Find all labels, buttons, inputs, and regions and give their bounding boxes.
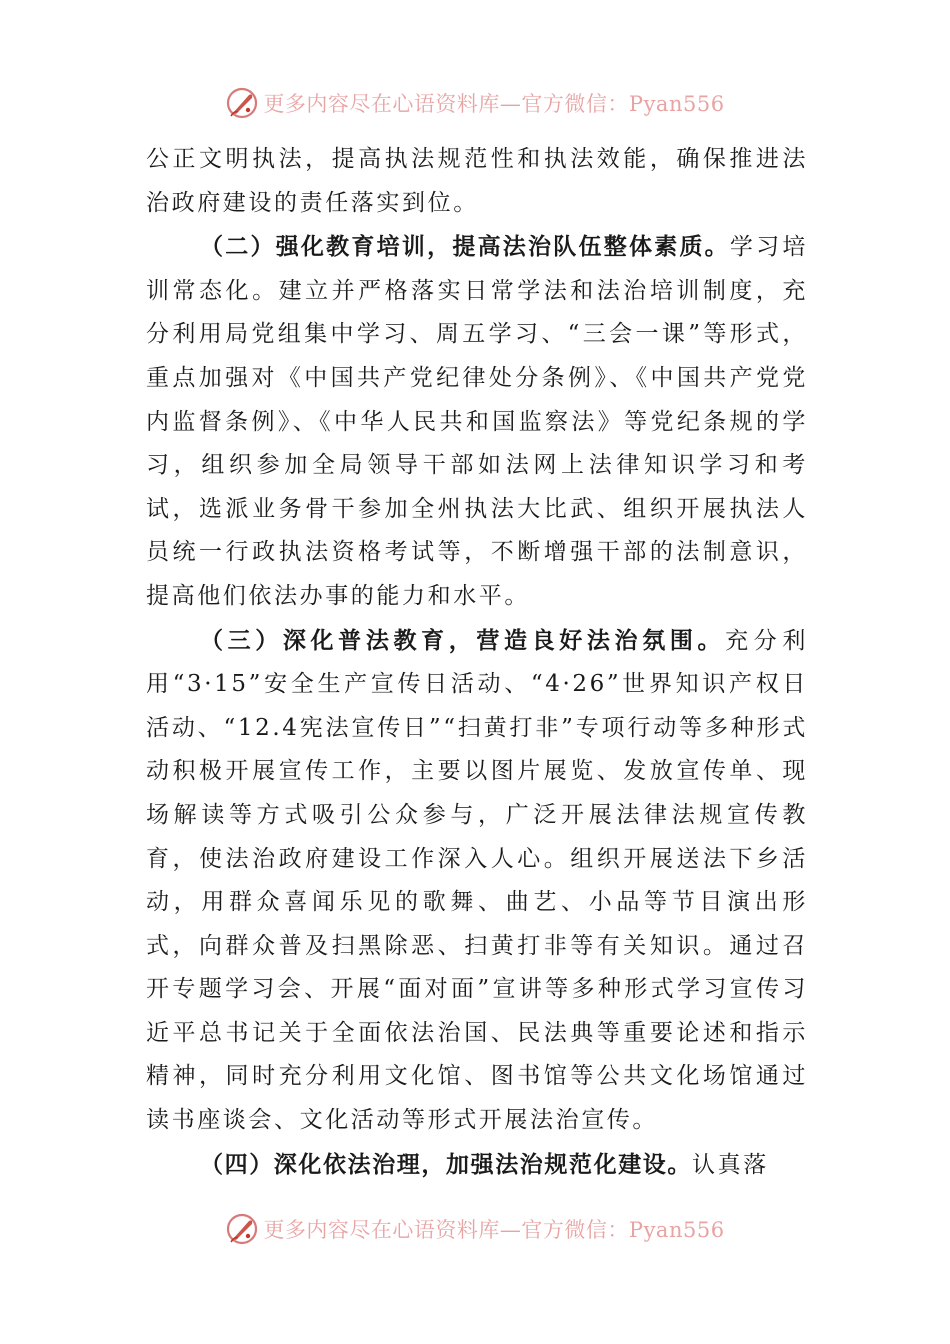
watermark-text: 更多内容尽在心语资料库—官方微信：Pyan556 <box>263 1218 725 1242</box>
paragraph <box>146 137 808 225</box>
watermark-text: 更多内容尽在心语资料库—官方微信：Pyan556 <box>263 92 725 116</box>
paragraph-text: 学习培训常态化。建立并严格落实日常学法和法治培训制度，充分利用局党组集中学习、周五学习、“三会一课”等形式，重点加强对《中国共产党纪律处分条例》、《中国共产党党内监督条例》、《中华人民共和国监察法》等党纪条规的学习，组织参加全局领导干部如法网上法律知识学习和考试，选派业务骨干参加全州执法大比武、组织开展执法人员统一行政执法资格考试等，不断增强干部的法制意识，提高他们依法办事的能力和水平。 <box>146 234 808 609</box>
section-heading-2: （二）强化教育培训，提高法治队伍整体素质。 <box>200 233 730 261</box>
paragraph <box>146 619 808 1143</box>
watermark-banner-top <box>0 83 950 123</box>
section-heading-3: （三）深化普法教育，营造良好法治氛围。 <box>200 626 726 654</box>
section-heading-4: （四）深化依法治理，加强法治规范化建设。 <box>200 1150 692 1178</box>
paragraph <box>146 225 808 618</box>
quill-pen-logo-icon <box>225 1212 259 1246</box>
paragraph-text: 公正文明执法，提高执法规范性和执法效能，确保推进法治政府建设的责任落实到位。 <box>146 146 808 216</box>
watermark-banner-bottom <box>0 1209 950 1249</box>
paragraph-text: 认真落 <box>692 1151 769 1178</box>
quill-pen-logo-icon <box>225 86 259 120</box>
paragraph <box>146 1143 808 1188</box>
document-body <box>146 137 808 1187</box>
paragraph-text: 充分利用“3·15”安全生产宣传日活动、“4·26”世界知识产权日活动、“12.4宪法宣传日”“扫黄打非”专项行动等多种形式动积极开展宣传工作，主要以图片展览、发放宣传单、现场解读等方式吸引公众参与，广泛开展法律法规宣传教育，使法治政府建设工作深入人心。组织开展送法下乡活动，用群众喜闻乐见的歌舞、曲艺、小品等节目演出形式，向群众普及扫黑除恶、扫黄打非等有关知识。通过召开专题学习会、开展“面对面”宣讲等多种形式学习宣传习近平总书记关于全面依法治国、民法典等重要论述和指示精神，同时充分利用文化馆、图书馆等公共文化场馆通过读书座谈会、文化活动等形式开展法治宣传。 <box>146 627 808 1134</box>
